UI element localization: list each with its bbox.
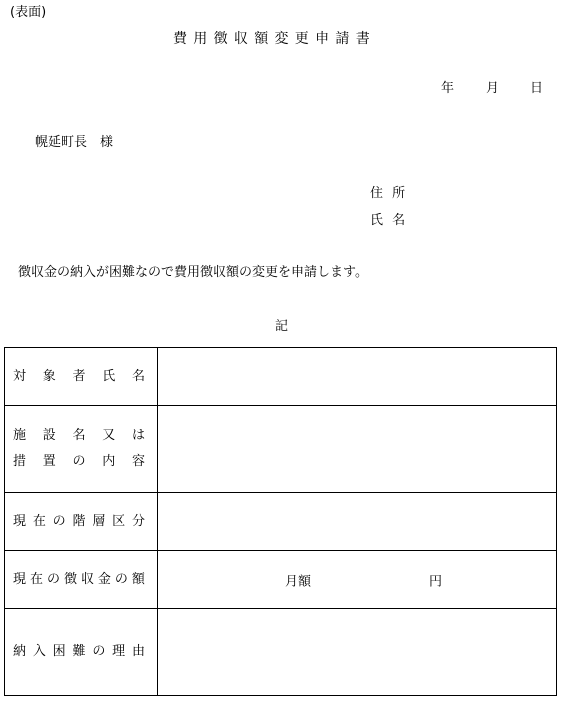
- table-row: [5, 551, 557, 609]
- monthly-amount-label: 月額: [285, 574, 312, 589]
- statement-text: 徴収金の納入が困難なので費用徴収額の変更を申請します。: [18, 265, 368, 280]
- table-row: [5, 493, 557, 551]
- table-row: [5, 348, 557, 406]
- row-label-reason: [5, 609, 158, 696]
- field-current-tier[interactable]: [158, 493, 557, 551]
- table-row: [5, 406, 557, 493]
- field-current-amount[interactable]: [158, 551, 557, 609]
- table-row: [5, 609, 557, 696]
- label-line: 現 在 の 徴 収 金 の 額: [13, 571, 145, 587]
- row-label-current-amount: [5, 551, 158, 609]
- date-day: 日: [530, 81, 544, 96]
- date-year: 年: [441, 81, 455, 96]
- label-line: 措 置 の 内 容: [13, 454, 145, 469]
- row-label-facility: [5, 406, 158, 493]
- application-table: [4, 347, 557, 696]
- label-line: 納 入 困 難 の 理 由: [13, 644, 145, 659]
- address-label: 住所: [370, 186, 415, 201]
- yen-unit-label: 円: [429, 574, 443, 589]
- ki-heading: 記: [275, 319, 289, 334]
- row-label-current-tier: [5, 493, 158, 551]
- label-line: 施 設 名 又 は: [13, 428, 145, 443]
- label-line: 対 象 者 氏 名: [13, 368, 145, 384]
- date-month: 月: [486, 81, 500, 96]
- row-label-subject-name: [5, 348, 158, 406]
- field-subject-name[interactable]: [158, 348, 557, 406]
- field-facility[interactable]: [158, 406, 557, 493]
- document-title: 費用徴収額変更申請書: [173, 31, 376, 47]
- label-line: 現 在 の 階 層 区 分: [13, 513, 145, 529]
- side-note: (表面): [10, 5, 47, 20]
- addressee: 幌延町長 様: [35, 135, 114, 150]
- field-reason[interactable]: [158, 609, 557, 696]
- name-label: 氏名: [370, 213, 415, 228]
